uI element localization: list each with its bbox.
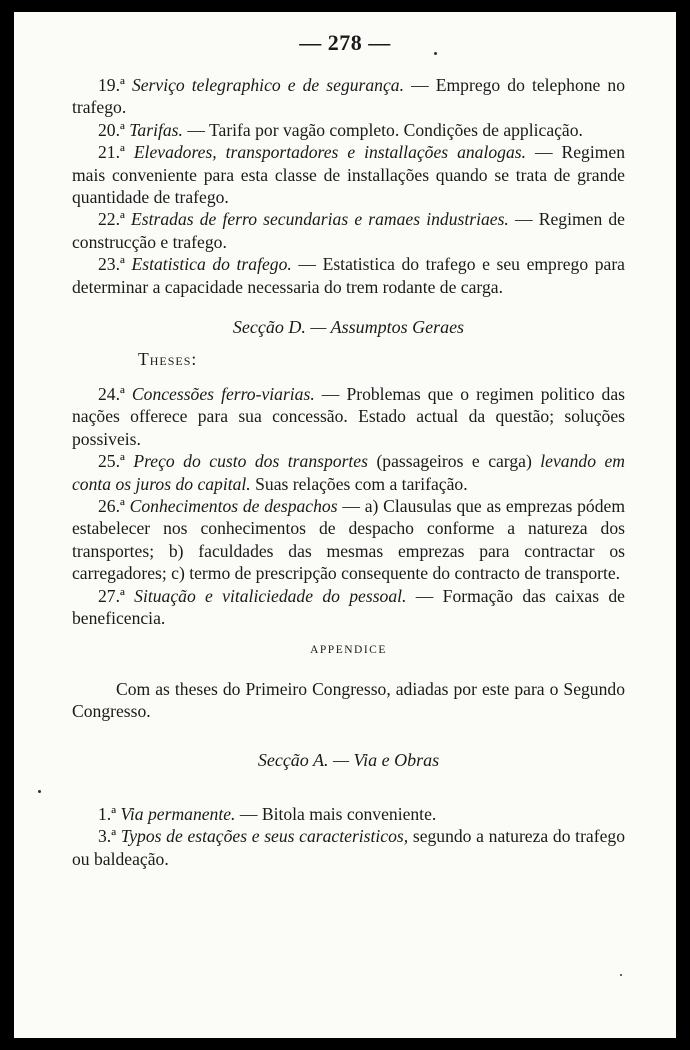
section-d-heading: Secção D. — Assumptos Geraes (232, 317, 465, 338)
thesis-item-25: 25.ª Preço do custo dos transportes (passageiros e carga) levando em conta os juros do capital. Suas relações com a tarifação. (72, 451, 625, 494)
thesis-item-23: 23.ª Estatistica do trafego. — Estatistica do trafego e seu emprego para determinar a capacidade necessaria do trem rodante de carga. (72, 254, 625, 297)
page-number: — 278 — (299, 30, 391, 55)
thesis-item-20: 20.ª Tarifas. — Tarifa por vagão completo. Condições de applicação. (98, 119, 583, 140)
ink-speck (434, 52, 437, 55)
thesis-item-1: 1.ª Via permanente. — Bitola mais conveniente. (98, 803, 437, 824)
page-body (72, 74, 625, 870)
appendix-paragraph: Com as theses do Primeiro Congresso, adiadas por este para o Segundo Congresso. (72, 678, 625, 722)
document-page (14, 12, 676, 1038)
ink-speck (620, 974, 622, 976)
thesis-item-3: 3.ª Typos de estações e seus caracteristicos, segundo a natureza do trafego ou baldeação. (72, 826, 625, 869)
thesis-item-27: 27.ª Situação e vitaliciedade do pessoal. — Formação das caixas de beneficencia. (72, 585, 625, 628)
section-a-heading: Secção A. — Via e Obras (257, 749, 440, 770)
thesis-item-24: 24.ª Concessões ferro-viarias. — Problemas que o regimen politico das nações offerece para sua concessão. Estado actual da questão; soluções possiveis. (72, 383, 626, 449)
ink-speck (38, 790, 41, 793)
thesis-item-21: 21.ª Elevadores, transportadores e installações analogas. — Regimen mais conveniente para esta classe de installações quando se trata de grande quantidade de trafego. (72, 142, 626, 208)
appendix-heading: APPENDICE (310, 644, 387, 657)
thesis-item-22: 22.ª Estradas de ferro secundarias e ramaes industriaes. — Regimen de construcção e trafego. (72, 209, 625, 252)
thesis-item-26: 26.ª Conhecimentos de despachos — a) Clausulas que as emprezas pódem estabelecer nos conhecimentos de despacho conforme a natureza dos transportes; b) faculdades das mesmas emprezas para contractar os carregadores; c) termo de prescripção consequente do contracto de transporte. (72, 495, 626, 584)
thesis-item-19: 19.ª Serviço telegraphico e de segurança. — Emprego do telephone no trafego. (72, 75, 626, 118)
theses-label: Theses: (138, 349, 198, 370)
